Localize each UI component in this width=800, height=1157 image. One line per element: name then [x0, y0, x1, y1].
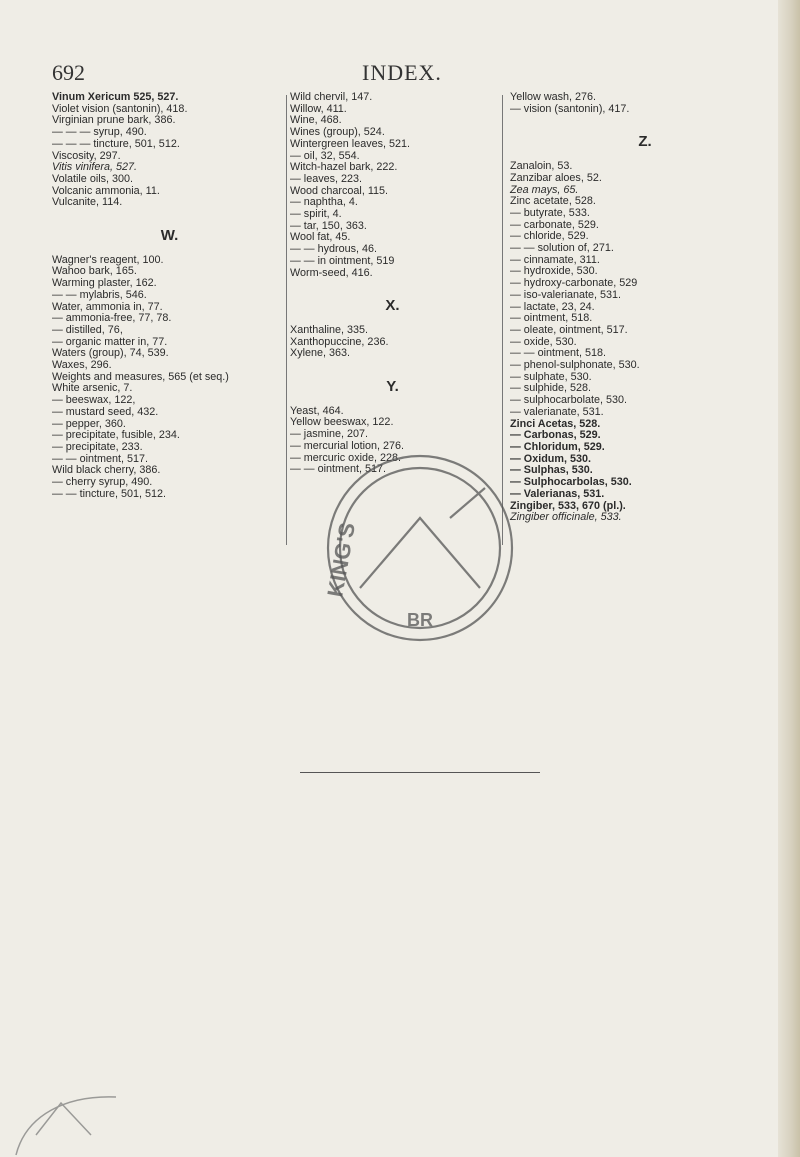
index-entry: — sulphate, 530. — [510, 370, 592, 383]
index-entry: — iso-valerianate, 531. — [510, 288, 622, 301]
index-entry: — precipitate, fusible, 234. — [52, 429, 180, 442]
index-entry: Wool fat, 45. — [290, 231, 351, 244]
index-entry: — — hydrous, 46. — [290, 243, 378, 256]
index-entry: Willow, 411. — [290, 102, 347, 115]
index-entry: Vinum Xericum 525, 527. — [52, 91, 179, 103]
index-entry: — Sulphocarbolas, 530. — [510, 476, 632, 489]
index-entry: — lactate, 23, 24. — [510, 300, 595, 313]
index-entry: — organic matter in, 77. — [52, 335, 168, 348]
index-entry: Wahoo bark, 165. — [52, 265, 137, 278]
index-entry: Virginian prune bark, 386. — [52, 114, 176, 127]
index-entry: — oleate, ointment, 517. — [510, 323, 628, 336]
index-entry: Witch-hazel bark, 222. — [290, 161, 398, 174]
index-entry: — chloride, 529. — [510, 230, 589, 243]
index-entry: Zanaloin, 53. — [510, 160, 573, 173]
section-letter-heading: X. — [385, 297, 400, 315]
index-entry: — Valerianas, 531. — [510, 487, 605, 500]
index-entry: Xanthopuccine, 236. — [290, 335, 389, 348]
index-entry: — carbonate, 529. — [510, 218, 599, 231]
index-entry: Wood charcoal, 115. — [290, 184, 389, 197]
index-entry: — ointment, 518. — [510, 312, 593, 325]
section-letter-heading: W. — [160, 227, 179, 245]
index-entry: — Sulphas, 530. — [510, 464, 593, 477]
index-entry: Zanzibar aloes, 52. — [510, 171, 602, 184]
index-entry: — cinnamate, 311. — [510, 253, 600, 266]
index-entry: — — — tincture, 501, 512. — [52, 137, 180, 150]
index-entry: Xylene, 363. — [290, 347, 351, 360]
index-entry: Zingiber, 533, 670 (pl.). — [510, 499, 626, 512]
index-entry: Waters (group), 74, 539. — [52, 347, 169, 360]
index-entry: — butyrate, 533. — [510, 206, 590, 219]
index-column-2 — [290, 92, 495, 476]
index-entry: — — tincture, 501, 512. — [52, 487, 167, 500]
index-entry: Wintergreen leaves, 521. — [290, 137, 411, 150]
index-entry: Zingiber officinale, 533. — [510, 511, 622, 524]
index-entry: Violet vision (santonin), 418. — [52, 102, 188, 115]
index-entry: — hydroxide, 530. — [510, 265, 598, 278]
index-entry: — tar, 150, 363. — [290, 219, 367, 232]
index-entry: Yeast, 464. — [290, 404, 344, 417]
index-entry: Vulcanite, 114. — [52, 196, 123, 209]
index-entry: — sulphide, 528. — [510, 382, 592, 395]
index-entry: Zinc acetate, 528. — [510, 195, 596, 208]
index-entry: Zinci Acetas, 528. — [510, 417, 601, 430]
index-entry: Vitis vinifera, 527. — [52, 161, 138, 174]
index-entry: Yellow beeswax, 122. — [290, 416, 394, 429]
index-entry: — — in ointment, 519 — [290, 254, 395, 267]
index-entry: Yellow wash, 276. — [510, 91, 597, 103]
index-entry: — — ointment, 517. — [52, 452, 149, 465]
index-entry: Xanthaline, 335. — [290, 323, 369, 336]
index-entry: Volcanic ammonia, 11. — [52, 184, 160, 197]
index-entry: — naphtha, 4. — [290, 196, 358, 209]
index-entry: — mercurial lotion, 276. — [290, 439, 405, 452]
index-entry: — jasmine, 207. — [290, 428, 369, 441]
index-entry: Volatile oils, 300. — [52, 172, 134, 185]
index-entry: Wine, 468. — [290, 114, 342, 127]
section-letter-heading: Z. — [638, 133, 652, 151]
index-entry: White arsenic, 7. — [52, 382, 133, 395]
index-entry: Worm-seed, 416. — [290, 266, 373, 279]
index-entry: — — ointment, 517. — [290, 463, 387, 476]
library-stamp-icon — [300, 448, 515, 648]
corner-stamp-icon — [6, 1075, 156, 1157]
index-entry: — Oxidum, 530. — [510, 452, 592, 465]
index-entry: Weights and measures, 565 (et seq.) — [52, 370, 229, 383]
index-entry: — Carbonas, 529. — [510, 429, 601, 442]
index-entry: Zea mays, 65. — [510, 183, 579, 196]
page-edge — [778, 0, 800, 1157]
index-entry: — oxide, 530. — [510, 335, 577, 348]
svg-text:KING'S: KING'S — [322, 520, 360, 599]
page-number: 692 — [52, 60, 85, 85]
index-entry: — — solution of, 271. — [510, 242, 614, 255]
index-entry: — leaves, 223. — [290, 172, 363, 185]
page-title: INDEX. — [362, 60, 442, 85]
index-entry: — — mylabris, 546. — [52, 288, 147, 301]
index-column-1 — [52, 92, 287, 501]
index-entry: — spirit, 4. — [290, 208, 342, 221]
index-entry: — pepper, 360. — [52, 417, 126, 430]
index-entry: — oil, 32, 554. — [290, 149, 360, 162]
index-column-3 — [510, 92, 780, 524]
index-entry: Warming plaster, 162. — [52, 277, 157, 290]
index-entry: — — — syrup, 490. — [52, 126, 147, 139]
index-entry: — valerianate, 531. — [510, 405, 604, 418]
index-entry: — vision (santonin), 417. — [510, 102, 630, 115]
index-entry: Wines (group), 524. — [290, 126, 385, 139]
index-entry: — distilled, 76, — [52, 323, 123, 336]
index-entry: — cherry syrup, 490. — [52, 476, 153, 489]
section-letter-heading: Y. — [386, 378, 399, 396]
index-entry: — beeswax, 122, — [52, 394, 136, 407]
index-entry: — — ointment, 518. — [510, 347, 607, 360]
index-entry: Wild black cherry, 386. — [52, 464, 161, 477]
index-entry: — mercuric oxide, 228. — [290, 451, 402, 464]
index-entry: Wagner's reagent, 100. — [52, 253, 164, 266]
index-entry: Waxes, 296. — [52, 359, 112, 372]
index-entry: — phenol-sulphonate, 530. — [510, 359, 640, 372]
index-entry: — hydroxy-carbonate, 529 — [510, 277, 638, 290]
index-entry: — Chloridum, 529. — [510, 440, 605, 453]
page-end-rule — [300, 772, 540, 773]
index-entry: — ammonia-free, 77, 78. — [52, 312, 172, 325]
index-entry: Water, ammonia in, 77. — [52, 300, 163, 313]
index-entry: — sulphocarbolate, 530. — [510, 394, 628, 407]
index-entry: Viscosity, 297. — [52, 149, 121, 162]
svg-text:BR: BR — [407, 610, 433, 630]
index-entry: — precipitate, 233. — [52, 440, 143, 453]
index-entry: Wild chervil, 147. — [290, 91, 373, 103]
index-entry: — mustard seed, 432. — [52, 405, 159, 418]
